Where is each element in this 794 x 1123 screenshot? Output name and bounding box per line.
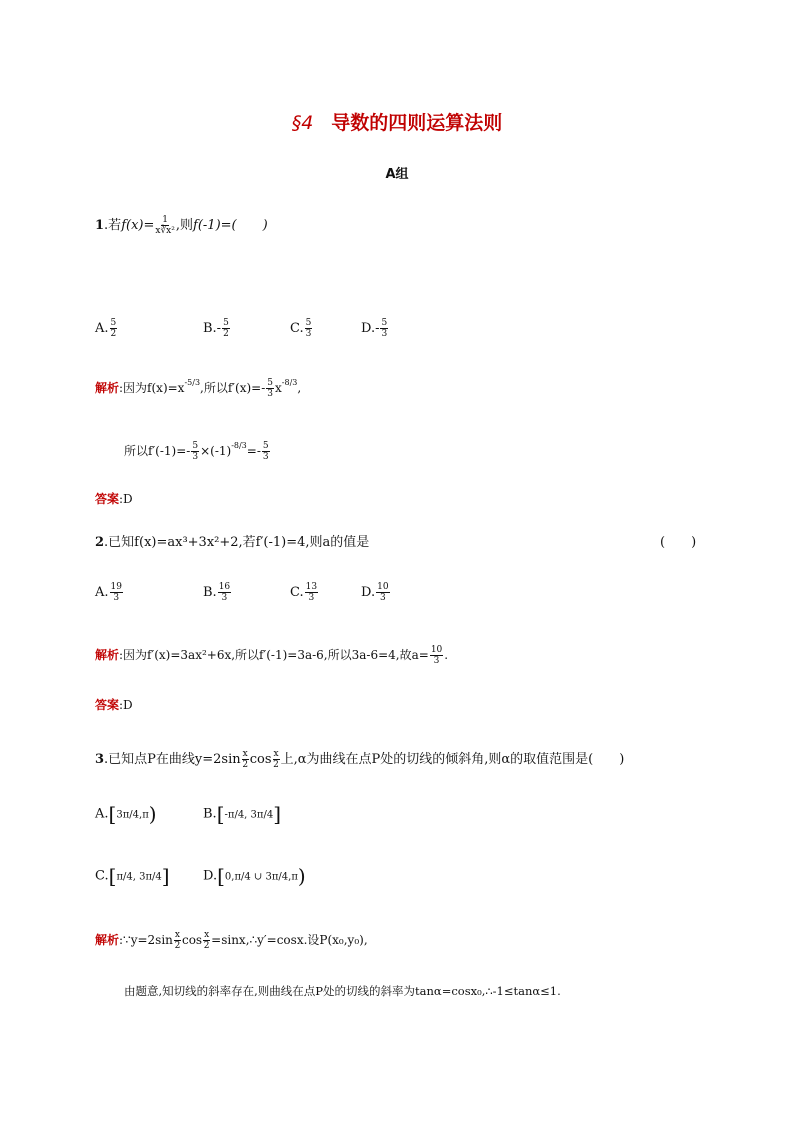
q3-number: 3 xyxy=(95,752,105,767)
q1-sol-exp1: -5/3 xyxy=(184,378,201,387)
q3-opt-c-close: ] xyxy=(161,864,170,888)
q1-opt-a-frac xyxy=(110,318,118,339)
q3-option-c xyxy=(95,864,170,888)
q2-opt-b-label: B. xyxy=(203,585,217,600)
q1-sol-1c: x xyxy=(275,381,282,395)
q1-sol-2c: =- xyxy=(246,444,261,458)
q1-sol-2rd: 3 xyxy=(262,452,269,462)
q3-opt-a-close: ) xyxy=(148,802,157,826)
q1-sol-2exp: -8/3 xyxy=(231,441,247,450)
q3-half-2-num: x xyxy=(273,749,279,759)
q2-opt-b-frac xyxy=(218,582,231,603)
q1-sol-exp2: -8/3 xyxy=(281,378,298,387)
q1-fraction xyxy=(155,215,175,236)
q2-option-b xyxy=(203,582,232,603)
q2-sol-text: :因为f′(x)=3ax²+6x,所以f′(-1)=3a-6,所以3a-6=4,故a= xyxy=(119,648,429,662)
q1-opt-a-label: A. xyxy=(95,321,109,336)
q1-answer-label: 答案 xyxy=(95,492,120,506)
q3-opt-c-label: C. xyxy=(95,868,109,884)
q3-sol-half-1 xyxy=(174,930,181,951)
section-mark: §4 xyxy=(291,112,314,134)
q1-opt-d-label: D.- xyxy=(361,321,380,336)
q1-option-d xyxy=(361,318,389,339)
q1-opt-c-num: 5 xyxy=(305,318,312,328)
q2-opt-c-num: 13 xyxy=(305,582,318,592)
q2-opt-a-num: 19 xyxy=(110,582,122,592)
q3-sol-half-2-den: 2 xyxy=(203,941,210,951)
q1-number: 1 xyxy=(95,218,105,233)
q3-stem-c: 上,α为曲线在点P处的切线的倾斜角,则α的取值范围是( ) xyxy=(280,752,625,767)
q2-opt-c-frac xyxy=(305,582,318,603)
q2-sol-frac xyxy=(430,645,443,666)
q1-answer xyxy=(95,490,133,507)
q2-answer xyxy=(95,696,133,713)
q1-opt-c-frac xyxy=(305,318,313,339)
q1-frac-num: 1 xyxy=(162,215,168,225)
q2-opt-d-num: 10 xyxy=(377,582,389,592)
q1-opt-b-label: B.- xyxy=(203,321,222,336)
q2-stem: .已知f(x)=ax³+3x²+2,若f′(-1)=4,则a的值是 xyxy=(104,535,370,550)
q3-sol-1c: =sinx,∴y′=cosx.设P(x₀,y₀), xyxy=(211,933,368,947)
q2-opt-d-frac xyxy=(376,582,389,603)
q1-option-c xyxy=(290,318,313,339)
q1-opt-a-num: 5 xyxy=(110,318,117,328)
q1-option-a xyxy=(95,318,118,339)
q1-stem-pre: .若 xyxy=(104,218,122,233)
q1-sol-2rn: 5 xyxy=(262,441,269,451)
q2-sol-fd: 3 xyxy=(433,656,440,666)
q1-sol-2a: 所以f′(-1)=- xyxy=(124,444,191,458)
q3-sol-half-2 xyxy=(203,930,210,951)
q3-option-b xyxy=(203,802,281,826)
q2-opt-b-den: 3 xyxy=(221,593,228,603)
q2-number: 2 xyxy=(95,535,105,550)
q1-solution-line-2 xyxy=(124,441,271,462)
q2-opt-d-label: D. xyxy=(361,585,376,600)
q2-option-a xyxy=(95,582,124,603)
q3-half-1 xyxy=(242,749,249,770)
q3-opt-b-label: B. xyxy=(203,806,217,822)
q2-sol-fn: 10 xyxy=(430,645,443,655)
title-text: 导数的四则运算法则 xyxy=(331,112,503,134)
q3-opt-b-content: -π/4, 3π/4 xyxy=(224,809,274,821)
q3-sol-half-1-den: 2 xyxy=(174,941,181,951)
q1-sol-2fd: 3 xyxy=(192,452,199,462)
q1-sol-frac-3 xyxy=(262,441,270,462)
q1-sol-frac-1 xyxy=(266,378,274,399)
q1-sol-1a: :因为f(x)=x xyxy=(119,381,185,395)
q3-opt-a-label: A. xyxy=(95,806,109,822)
q1-solution-line-1 xyxy=(95,378,301,399)
q2-sol-end: . xyxy=(444,648,449,662)
q3-option-a xyxy=(95,802,157,826)
q3-sol-half-2-num: x xyxy=(204,930,210,940)
q1-sol-1d: , xyxy=(297,381,302,395)
q1-fx: f(x)= xyxy=(121,218,155,233)
q1-opt-b-frac xyxy=(222,318,230,339)
q2-opt-a-frac xyxy=(110,582,123,603)
q3-opt-c-open: [ xyxy=(108,864,117,888)
q2-opt-c-label: C. xyxy=(290,585,304,600)
question-1 xyxy=(95,214,268,236)
q1-opt-b-num: 5 xyxy=(223,318,229,328)
q1-opt-d-num: 5 xyxy=(381,318,388,328)
q1-sol-1b: ,所以f′(x)=- xyxy=(200,381,266,395)
question-3 xyxy=(95,748,624,770)
q1-frac-den: x∛x² xyxy=(155,226,175,236)
q3-opt-d-content: 0,π/4 ∪ 3π/4,π xyxy=(224,871,298,883)
q3-opt-d-close: ) xyxy=(297,864,306,888)
q3-stem-a: .已知点P在曲线y=2sin xyxy=(104,752,241,767)
q3-opt-a-open: [ xyxy=(108,802,117,826)
q3-half-2-den: 2 xyxy=(273,760,279,770)
q2-opt-c-den: 3 xyxy=(308,593,315,603)
q2-option-d xyxy=(361,582,391,603)
q2-opt-d-den: 3 xyxy=(379,593,386,603)
q3-sol-half-1-num: x xyxy=(174,930,180,940)
group-heading: A组 xyxy=(385,167,409,182)
q1-sol-frac-2 xyxy=(191,441,199,462)
q1-sol-fd: 3 xyxy=(267,389,274,399)
q2-paren: ( ) xyxy=(660,535,697,550)
question-2 xyxy=(95,531,369,550)
q1-stem-post: ,则 xyxy=(175,218,194,233)
q3-option-d xyxy=(203,864,306,888)
q3-sol-1a: :∵y=2sin xyxy=(119,933,173,947)
q1-ask: f(-1)=( ) xyxy=(193,218,268,233)
q1-sol-2fn: 5 xyxy=(192,441,199,451)
q2-opt-a-den: 3 xyxy=(113,593,120,603)
q2-solution xyxy=(95,645,448,666)
q3-opt-c-content: π/4, 3π/4 xyxy=(116,871,162,883)
q1-solution-label: 解析 xyxy=(95,381,120,395)
q1-opt-b-den: 2 xyxy=(223,329,229,339)
q1-opt-d-frac xyxy=(380,318,388,339)
q1-opt-d-den: 3 xyxy=(381,329,388,339)
q3-opt-d-open: [ xyxy=(217,864,225,888)
q1-opt-c-den: 3 xyxy=(305,329,312,339)
q3-solution-line-1 xyxy=(95,930,368,951)
q2-option-c xyxy=(290,582,319,603)
q3-stem-b: cos xyxy=(249,752,272,767)
q1-opt-c-label: C. xyxy=(290,321,304,336)
q2-answer-label: 答案 xyxy=(95,698,120,712)
q3-half-1-num: x xyxy=(242,749,248,759)
q3-opt-b-close: ] xyxy=(273,802,282,826)
q1-opt-a-den: 2 xyxy=(110,329,117,339)
q2-opt-b-num: 16 xyxy=(218,582,231,592)
q3-sol-1b: cos xyxy=(181,933,203,947)
q3-half-2 xyxy=(273,749,280,770)
q1-answer-value: :D xyxy=(119,492,133,506)
q1-sol-2b: ×(-1) xyxy=(200,444,232,458)
q3-half-1-den: 2 xyxy=(242,760,249,770)
q1-sol-fn: 5 xyxy=(267,378,274,388)
q3-opt-d-label: D. xyxy=(203,868,218,884)
q3-opt-a-content: 3π/4,π xyxy=(116,809,149,821)
page-title xyxy=(0,108,794,135)
q2-answer-value: :D xyxy=(119,698,133,712)
q2-solution-label: 解析 xyxy=(95,648,120,662)
q2-opt-a-label: A. xyxy=(95,585,109,600)
q3-opt-b-open: [ xyxy=(216,802,225,826)
q3-solution-line-2: 由题意,知切线的斜率存在,则曲线在点P处的切线的斜率为tanα=cosx₀,∴-1≤tanα≤1. xyxy=(124,984,561,998)
q1-option-b xyxy=(203,318,231,339)
q3-solution-label: 解析 xyxy=(95,933,120,947)
